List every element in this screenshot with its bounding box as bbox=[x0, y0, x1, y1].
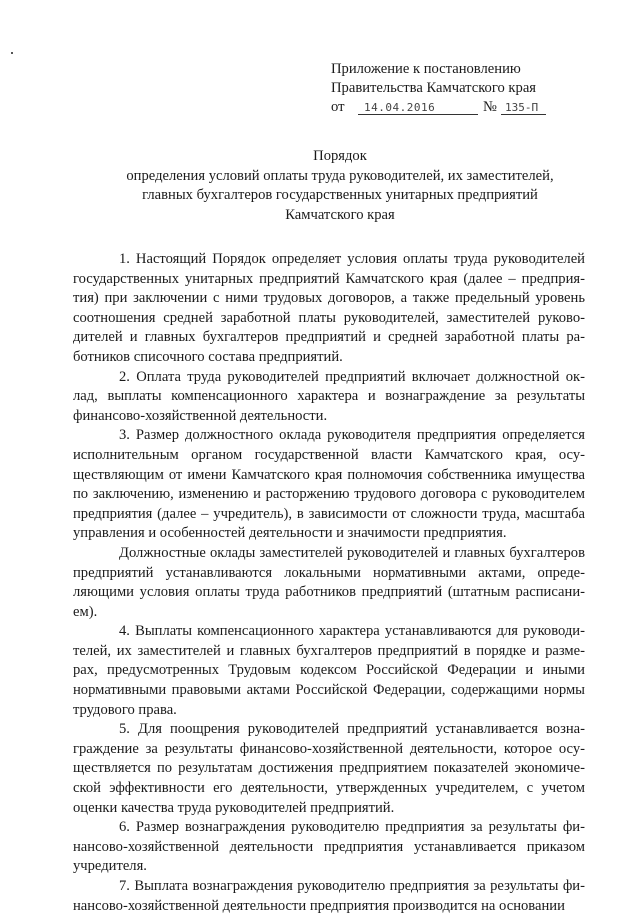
paragraph-2: 2. Оплата труда руководителей предприятий включает должностной оклад, выплаты компенсационного характера и вознаграждение за результаты финансово-хозяйственной деятельности. bbox=[73, 368, 585, 424]
title-subtitle-line-3: Камчатского края bbox=[285, 206, 395, 223]
number-sign-label: № bbox=[483, 99, 497, 115]
date-prefix-label: от bbox=[331, 99, 345, 115]
paragraph-1: 1. Настоящий Порядок определяет условия оплаты труда руководителей государственных унитарных предприятий Камчатского края (далее – предприятия) при заключении с ними трудовых договоров, а также предельный уровень соотношения средней заработной платы руководителей, заместителей руководителей и главных бухгалтеров предприятий и средней заработной платы работников списочного состава предприятий. bbox=[73, 251, 585, 365]
scan-speck bbox=[11, 52, 13, 54]
paragraph-3: 3. Размер должностного оклада руководителя предприятия определяется исполнительным органом государственной власти Камчатского края, осуществляющим от имени Камчатского края полномочия собственника имущества по заключению, изменению и расторжению трудового договора с руководителем предприятия (далее – учредитель), в зависимости от сложности труда, масштаба управления и особенностей деятельности и значимости предприятия. bbox=[73, 427, 585, 542]
appendix-header bbox=[331, 60, 621, 117]
document-body bbox=[73, 250, 585, 916]
paragraph-4: 4. Выплаты компенсационного характера устанавливаются для руководителей, их заместителей и главных бухгалтеров предприятий в порядке и размерах, предусмотренных Трудовым кодексом Российской Федерации и иными нормативными правовыми актами Российской Федерации, содержащими нормы трудового права. bbox=[73, 623, 585, 718]
document-title bbox=[60, 147, 620, 225]
title-subtitle-line-1: определения условий оплаты труда руководителей, их заместителей, bbox=[126, 167, 554, 184]
paragraph-7: 7. Выплата вознаграждения руководителю предприятия за результаты финансово-хозяйственной деятельности предприятия производится на основании bbox=[73, 878, 585, 914]
appendix-line-1: Приложение к постановлению bbox=[331, 61, 521, 77]
paragraph-3-continued: Должностные оклады заместителей руководителей и главных бухгалтеров предприятий устанавливаются локальными нормативными актами, определяющими условия оплаты труда работников предприятий (штатным расписанием). bbox=[73, 544, 585, 620]
paragraph-5: 5. Для поощрения руководителей предприятий устанавливается вознаграждение за результаты финансово-хозяйственной деятельности, которое осуществляется по результатам достижения предприятием показателей экономической эффективности его деятельности, утвержденных учредителем, с учетом оценки качества труда руководителей предприятий. bbox=[73, 721, 585, 816]
appendix-date-number-row bbox=[331, 98, 621, 117]
resolution-date: 14.04.2016 bbox=[358, 98, 478, 115]
title-heading: Порядок bbox=[313, 148, 367, 164]
paragraph-6: 6. Размер вознаграждения руководителю предприятия за результаты финансово-хозяйственной деятельности предприятия устанавливается приказом учредителя. bbox=[73, 819, 585, 875]
appendix-line-2: Правительства Камчатского края bbox=[331, 80, 537, 96]
resolution-number: 135-П bbox=[501, 98, 546, 115]
title-subtitle-line-2: главных бухгалтеров государственных унитарных предприятий bbox=[142, 187, 538, 203]
